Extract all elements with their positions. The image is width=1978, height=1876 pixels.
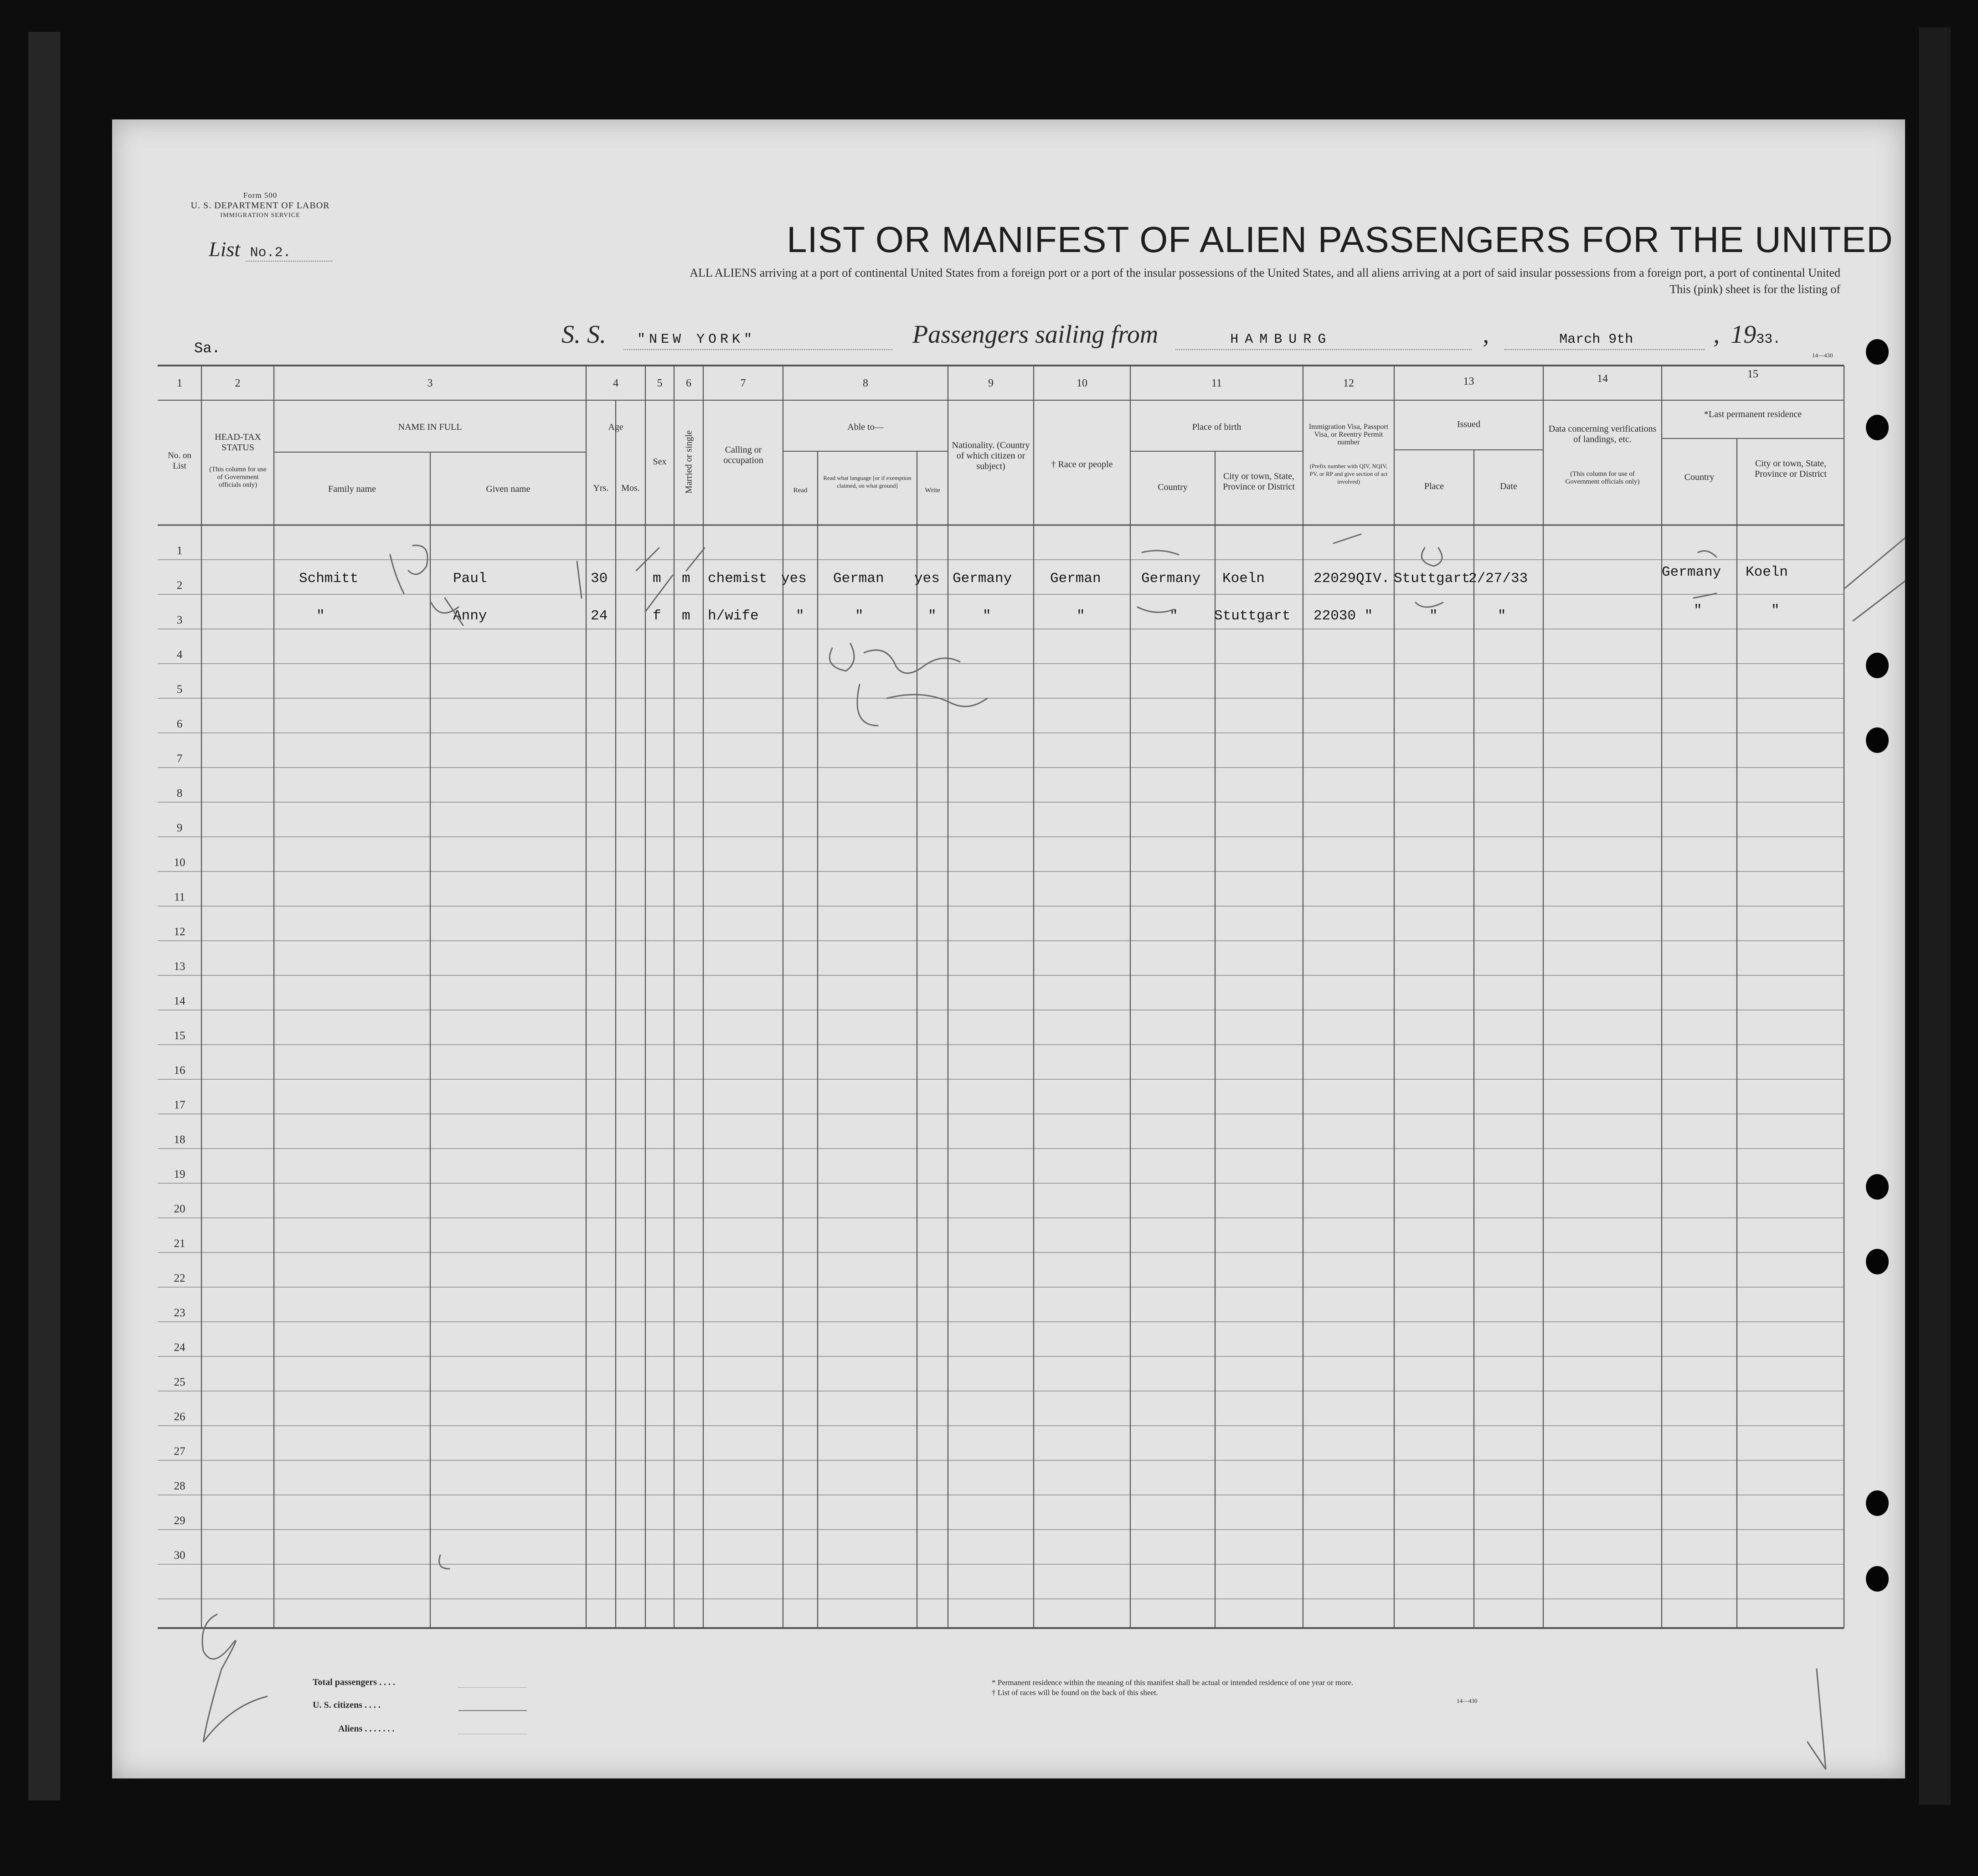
issued-place: Stuttgart <box>1394 571 1470 587</box>
col-number-1: 1 <box>177 377 182 389</box>
row-number-label: 12 <box>174 926 185 938</box>
sailing-date: March 9th <box>1559 332 1633 347</box>
given-name: Paul <box>453 571 487 587</box>
binder-hole <box>1866 653 1889 678</box>
header-head-tax-note: (This column for use of Government officials only) <box>209 466 267 489</box>
header-issued-date: Date <box>1500 481 1517 491</box>
header-sex: Sex <box>653 457 667 467</box>
row-number-label: 26 <box>174 1411 185 1423</box>
ss-label: S. S. <box>561 320 606 349</box>
col-number-12: 12 <box>1343 377 1354 389</box>
occupation: h/wife <box>708 608 759 624</box>
birth-city: Stuttgart <box>1214 608 1291 624</box>
footer-note-races: † List of races will be found on the back of this sheet. <box>992 1688 1158 1697</box>
residence-city: " <box>1771 603 1780 618</box>
header-family-name: Family name <box>328 484 376 494</box>
read-language: " <box>855 608 864 624</box>
row-number-label: 14 <box>174 995 185 1008</box>
row-number-label: 27 <box>174 1445 185 1458</box>
residence-country: " <box>1694 603 1702 618</box>
row-number-label: 29 <box>174 1515 185 1527</box>
binder-hole <box>1866 415 1889 440</box>
issued-place: " <box>1429 608 1438 624</box>
header-married-single: Married or single <box>684 430 694 494</box>
col-number-2: 2 <box>235 377 241 389</box>
col-number-14: 14 <box>1597 373 1608 385</box>
col-number-13: 13 <box>1463 376 1474 387</box>
row-number-label: 13 <box>174 960 185 973</box>
header-last-residence: *Last permanent residence <box>1704 409 1802 419</box>
row-number-label: 1 <box>176 545 183 557</box>
header-data-concerning: Data concerning verifications of landings, etc. <box>1548 424 1657 444</box>
sex: f <box>653 608 661 624</box>
manifest-title: LIST OR MANIFEST OF ALIEN PASSENGERS FOR THE UNITED <box>787 219 1893 260</box>
row-number-label: 10 <box>174 856 185 869</box>
can-read: yes <box>781 571 807 587</box>
residence-city: Koeln <box>1746 564 1788 580</box>
header-place-of-birth: Place of birth <box>1192 422 1241 432</box>
row-number-label: 17 <box>174 1099 185 1112</box>
row-number-label: 3 <box>176 614 183 627</box>
year-prefix: 19 <box>1731 320 1757 349</box>
header-res-country: Country <box>1684 472 1715 482</box>
row-number-label: 22 <box>174 1272 185 1285</box>
scan-border-left <box>28 32 60 1800</box>
list-number-value: No.2. <box>246 245 332 262</box>
row-number-label: 5 <box>176 683 183 696</box>
row-number-label: 11 <box>174 891 185 904</box>
footer-citizens-line <box>458 1710 527 1711</box>
header-res-city: City or town, State, Province or District <box>1755 459 1827 479</box>
row-number-label: 28 <box>174 1480 185 1493</box>
col-number-15: 15 <box>1747 368 1758 380</box>
can-read: " <box>796 608 804 624</box>
footer-us-citizens: U. S. citizens . . . . <box>313 1700 381 1710</box>
header-given-name: Given name <box>486 484 531 494</box>
sailing-from-label: Passengers sailing from <box>912 320 1159 349</box>
header-name-in-full: NAME IN FULL <box>398 422 462 432</box>
can-write: " <box>928 608 937 624</box>
form-number: Form 500 <box>243 191 278 200</box>
row-number-label: 20 <box>174 1203 185 1216</box>
can-write: yes <box>914 571 940 587</box>
col-number-8: 8 <box>863 377 868 389</box>
list-label: List <box>209 237 241 261</box>
married-single: m <box>682 571 690 587</box>
footer-total-passengers: Total passengers . . . . <box>313 1677 395 1687</box>
married-single: m <box>682 608 690 624</box>
header-read-language: Read what language [or if exemption claimed, on what ground] <box>823 474 912 489</box>
binder-hole <box>1866 339 1889 365</box>
binder-hole <box>1866 1490 1889 1516</box>
header-age: Age <box>608 422 623 432</box>
departure-port: HAMBURG <box>1230 332 1333 347</box>
issued-date: 2/27/33 <box>1468 571 1528 587</box>
subtitle-line-2: This (pink) sheet is for the listing of <box>1669 283 1840 296</box>
ship-name: "NEW YORK" <box>637 332 756 347</box>
race: German <box>1050 571 1101 587</box>
subtitle-line-1: ALL ALIENS arriving at a port of continental United States from a foreign port or a port of the insular possessions of the United States, and all aliens arriving at a port of said insular possessions from a foreign port, a port of continental United <box>690 266 1840 279</box>
birth-country: " <box>1169 608 1178 624</box>
row-number-label: 2 <box>176 579 183 592</box>
col-number-4: 4 <box>613 377 618 389</box>
nationality: " <box>983 608 991 624</box>
binder-hole <box>1866 1566 1889 1592</box>
read-language: German <box>833 571 884 587</box>
family-name: " <box>316 608 325 624</box>
handwritten-annotations <box>112 119 1905 1778</box>
header-able-to: Able to— <box>847 422 884 432</box>
race: " <box>1077 608 1085 624</box>
header-birth-city: City or town, State, Province or District <box>1223 471 1295 492</box>
row-number-label: 15 <box>174 1030 185 1042</box>
header-calling: Calling or occupation <box>723 445 763 465</box>
row-number-label: 25 <box>174 1376 185 1389</box>
footer-note-permanent-residence: * Permanent residence within the meaning of this manifest shall be actual or intended residence of one year or more. <box>992 1678 1354 1687</box>
scan-border-right <box>1919 27 1951 1805</box>
col-number-7: 7 <box>740 377 746 389</box>
col-number-3: 3 <box>427 377 433 389</box>
header-birth-country: Country <box>1158 482 1188 492</box>
row-number-label: 8 <box>176 787 183 800</box>
header-mos: Mos. <box>621 483 640 493</box>
visa-number: 22030 " <box>1314 608 1373 624</box>
col-number-6: 6 <box>686 377 691 389</box>
binder-hole <box>1866 1249 1889 1274</box>
header-race: † Race or people <box>1051 459 1113 469</box>
header-visa: Immigration Visa, Passport Visa, or Reentry Permit number <box>1308 423 1389 446</box>
sex: m <box>653 571 661 587</box>
visa-number: 22029QIV. <box>1314 571 1390 587</box>
footer-aliens: Aliens . . . . . . . <box>338 1724 395 1734</box>
year-suffix: 33. <box>1756 332 1781 347</box>
row-number-label: 7 <box>176 752 183 765</box>
corner-code: 14—430 <box>1812 352 1833 359</box>
department-name: U. S. DEPARTMENT OF LABOR <box>191 201 330 211</box>
row-number-label: 4 <box>176 649 183 661</box>
header-issued: Issued <box>1457 419 1481 429</box>
row-number-label: 21 <box>174 1237 185 1250</box>
col-number-9: 9 <box>988 377 994 389</box>
header-no-on-list: No. on List <box>168 451 191 471</box>
residence-country: Germany <box>1662 564 1721 580</box>
row-number-label: 6 <box>176 718 183 731</box>
header-issued-place: Place <box>1424 481 1444 491</box>
header-read: Read <box>793 487 808 494</box>
manifest-sheet <box>112 119 1905 1778</box>
binder-hole <box>1866 1174 1889 1200</box>
row-number-label: 30 <box>174 1549 185 1562</box>
row-number-label: 24 <box>174 1341 185 1354</box>
sa-label: Sa. <box>194 340 221 357</box>
row-number-label: 19 <box>174 1168 185 1181</box>
footer-code: 14—430 <box>1457 1697 1478 1704</box>
col-number-10: 10 <box>1077 377 1087 389</box>
header-head-tax: HEAD-TAX STATUS <box>215 432 261 453</box>
header-visa-note: (Prefix number with QIV, NQIV, PV, or RP and give section of act involved) <box>1309 463 1388 485</box>
row-number-label: 18 <box>174 1134 185 1146</box>
binder-hole <box>1866 727 1889 753</box>
birth-country: Germany <box>1141 571 1201 587</box>
footer-total-line <box>458 1687 527 1688</box>
col-number-5: 5 <box>657 377 663 389</box>
given-name: Anny <box>453 608 487 624</box>
header-nationality: Nationality. (Country of which citizen or subject) <box>952 440 1030 471</box>
header-write: Write <box>925 487 940 494</box>
nationality: Germany <box>953 571 1012 587</box>
age-years: 30 <box>591 571 608 587</box>
birth-city: Koeln <box>1222 571 1265 587</box>
age-years: 24 <box>591 608 608 624</box>
sailing-line: S. S. "NEW YORK" Passengers sailing from HAMBURG , March 9th , 1933. <box>561 320 1781 350</box>
header-data-note: (This column for use of Government officials only) <box>1565 470 1640 485</box>
header-yrs: Yrs. <box>593 483 609 493</box>
row-number-label: 9 <box>176 822 183 835</box>
family-name: Schmitt <box>299 571 359 587</box>
row-number-label: 23 <box>174 1307 185 1319</box>
col-number-11: 11 <box>1211 377 1222 389</box>
service-name: IMMIGRATION SERVICE <box>220 212 300 219</box>
row-number-label: 16 <box>174 1064 185 1077</box>
issued-date: " <box>1498 608 1506 624</box>
occupation: chemist <box>708 571 768 587</box>
